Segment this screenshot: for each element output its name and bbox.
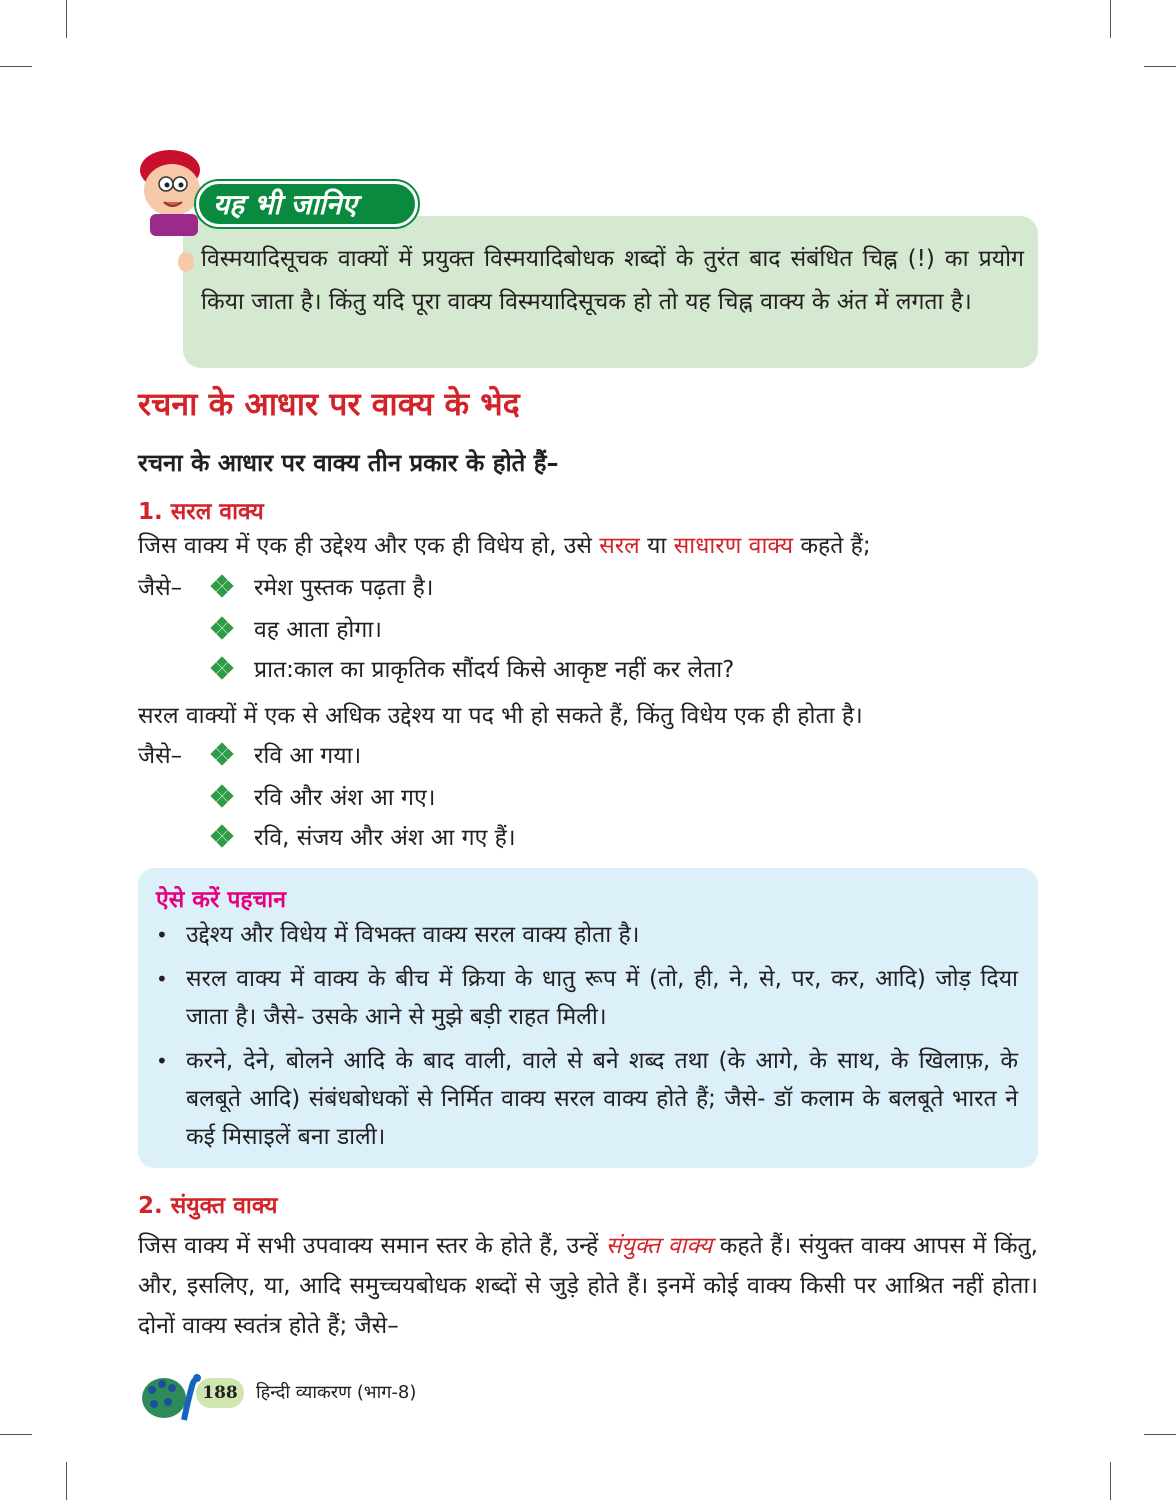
example-item xyxy=(212,738,361,770)
example-label: जैसे– xyxy=(138,575,183,601)
info-box-title: यह भी जानिए xyxy=(196,181,418,227)
definition-text: जिस वाक्य में एक ही उद्देश्य और एक ही विधेय हो, उसे xyxy=(138,533,600,559)
subheading: रचना के आधार पर वाक्य तीन प्रकार के होते हैं– xyxy=(138,449,559,477)
saral-paragraph-2: सरल वाक्यों में एक से अधिक उद्देश्य या पद भी हो सकते हैं, किंतु विधेय एक ही होता है। xyxy=(138,703,863,729)
paragraph-text: जिस वाक्य में सभी उपवाक्य समान स्तर के होते हैं, उन्हें xyxy=(138,1233,606,1259)
bullet-dot-icon: • xyxy=(156,923,168,947)
section-heading-sanyukt: 2. संयुक्त वाक्य xyxy=(138,1193,278,1219)
example-text: प्रात:काल का प्राकृतिक सौंदर्य किसे आकृष्ट नहीं कर लेता? xyxy=(254,657,735,683)
diamond-bullet-icon xyxy=(212,786,232,806)
example-text: वह आता होगा। xyxy=(254,617,382,643)
term-sadharan-vakya: साधारण वाक्य xyxy=(673,533,794,559)
term-saral: सरल xyxy=(599,533,640,559)
crop-mark xyxy=(0,1434,32,1435)
identification-text: सरल वाक्य में वाक्य के बीच में क्रिया के धातु रूप में (तो, ही, ने, से, पर, कर, आदि) जोड़ दिया जाता है। जैसे- उसके आने से मुझे बड़ी राहत मिली। xyxy=(186,966,1018,1030)
example-text: रवि, संजय और अंश आ गए हैं। xyxy=(254,825,516,851)
diamond-bullet-icon xyxy=(212,826,232,846)
definition-text: या xyxy=(639,533,674,559)
term-sanyukt-vakya: संयुक्त वाक्य xyxy=(605,1233,713,1259)
crop-mark xyxy=(66,0,67,38)
crop-mark xyxy=(1110,0,1111,38)
crop-mark xyxy=(66,1462,67,1500)
sanyukt-paragraph xyxy=(138,1226,1038,1346)
identification-title: ऐसे करें पहचान xyxy=(156,887,286,913)
example-text: रवि और अंश आ गए। xyxy=(254,785,436,811)
example-text: रवि आ गया। xyxy=(254,743,362,769)
crop-mark xyxy=(0,66,32,67)
info-box-text: विस्मयादिसूचक वाक्यों में प्रयुक्त विस्मयादिबोधक शब्दों के तुरंत बाद संबंधित चिह्न (!) का प्रयोग किया जाता है। किंतु यदि पूरा वाक्य विस्मयादिसूचक हो तो यह चिह्न वाक्य के अंत में लगता है। xyxy=(201,246,1024,315)
page-heading: रचना के आधार पर वाक्य के भेद xyxy=(138,385,520,423)
diamond-bullet-icon xyxy=(212,618,232,638)
identification-item xyxy=(156,1042,1018,1156)
section-heading-saral: 1. सरल वाक्य xyxy=(138,499,264,525)
paragraph-text: कहते हैं। संयुक्त वाक्य आपस में किंतु, और, इसलिए, या, आदि समुच्चयबोधक शब्दों से जुड़े होते हैं। इनमें कोई वाक्य किसी पर आश्रित नहीं होता। दोनों वाक्य स्वतंत्र होते हैं; जैसे– xyxy=(138,1233,1038,1339)
example-item xyxy=(212,612,382,644)
crop-mark xyxy=(1144,1434,1176,1435)
identification-item xyxy=(156,960,1018,1036)
book-title: हिन्दी व्याकरण (भाग-8) xyxy=(256,1382,417,1403)
bullet-dot-icon: • xyxy=(156,1049,168,1073)
saral-definition xyxy=(138,526,1038,566)
example-text: रमेश पुस्तक पढ़ता है। xyxy=(254,575,434,601)
definition-text: कहते हैं; xyxy=(793,533,871,559)
diamond-bullet-icon xyxy=(212,576,232,596)
example-item xyxy=(212,780,435,812)
crop-mark xyxy=(1110,1462,1111,1500)
page-number: 188 xyxy=(196,1378,244,1408)
peacock-icon xyxy=(140,1366,202,1424)
example-label: जैसे– xyxy=(138,743,183,769)
info-box xyxy=(183,216,1038,368)
identification-text: उद्देश्य और विधेय में विभक्त वाक्य सरल वाक्य होता है। xyxy=(186,922,640,948)
bullet-dot-icon: • xyxy=(156,967,168,991)
identification-text: करने, देने, बोलने आदि के बाद वाली, वाले से बने शब्द तथा (के आगे, के साथ, के खिलाफ़, के बलबूते आदि) संबंधबोधकों से निर्मित वाक्य सरल वाक्य होते हैं; जैसे- डॉ कलाम के बलबूते भारत ने कई मिसाइलें बना डाली। xyxy=(186,1048,1018,1150)
crop-mark xyxy=(1144,66,1176,67)
example-item xyxy=(212,570,434,602)
identification-item xyxy=(156,916,1018,954)
example-item xyxy=(212,652,734,684)
identification-box xyxy=(138,868,1038,1168)
example-item xyxy=(212,820,516,852)
diamond-bullet-icon xyxy=(212,744,232,764)
diamond-bullet-icon xyxy=(212,658,232,678)
